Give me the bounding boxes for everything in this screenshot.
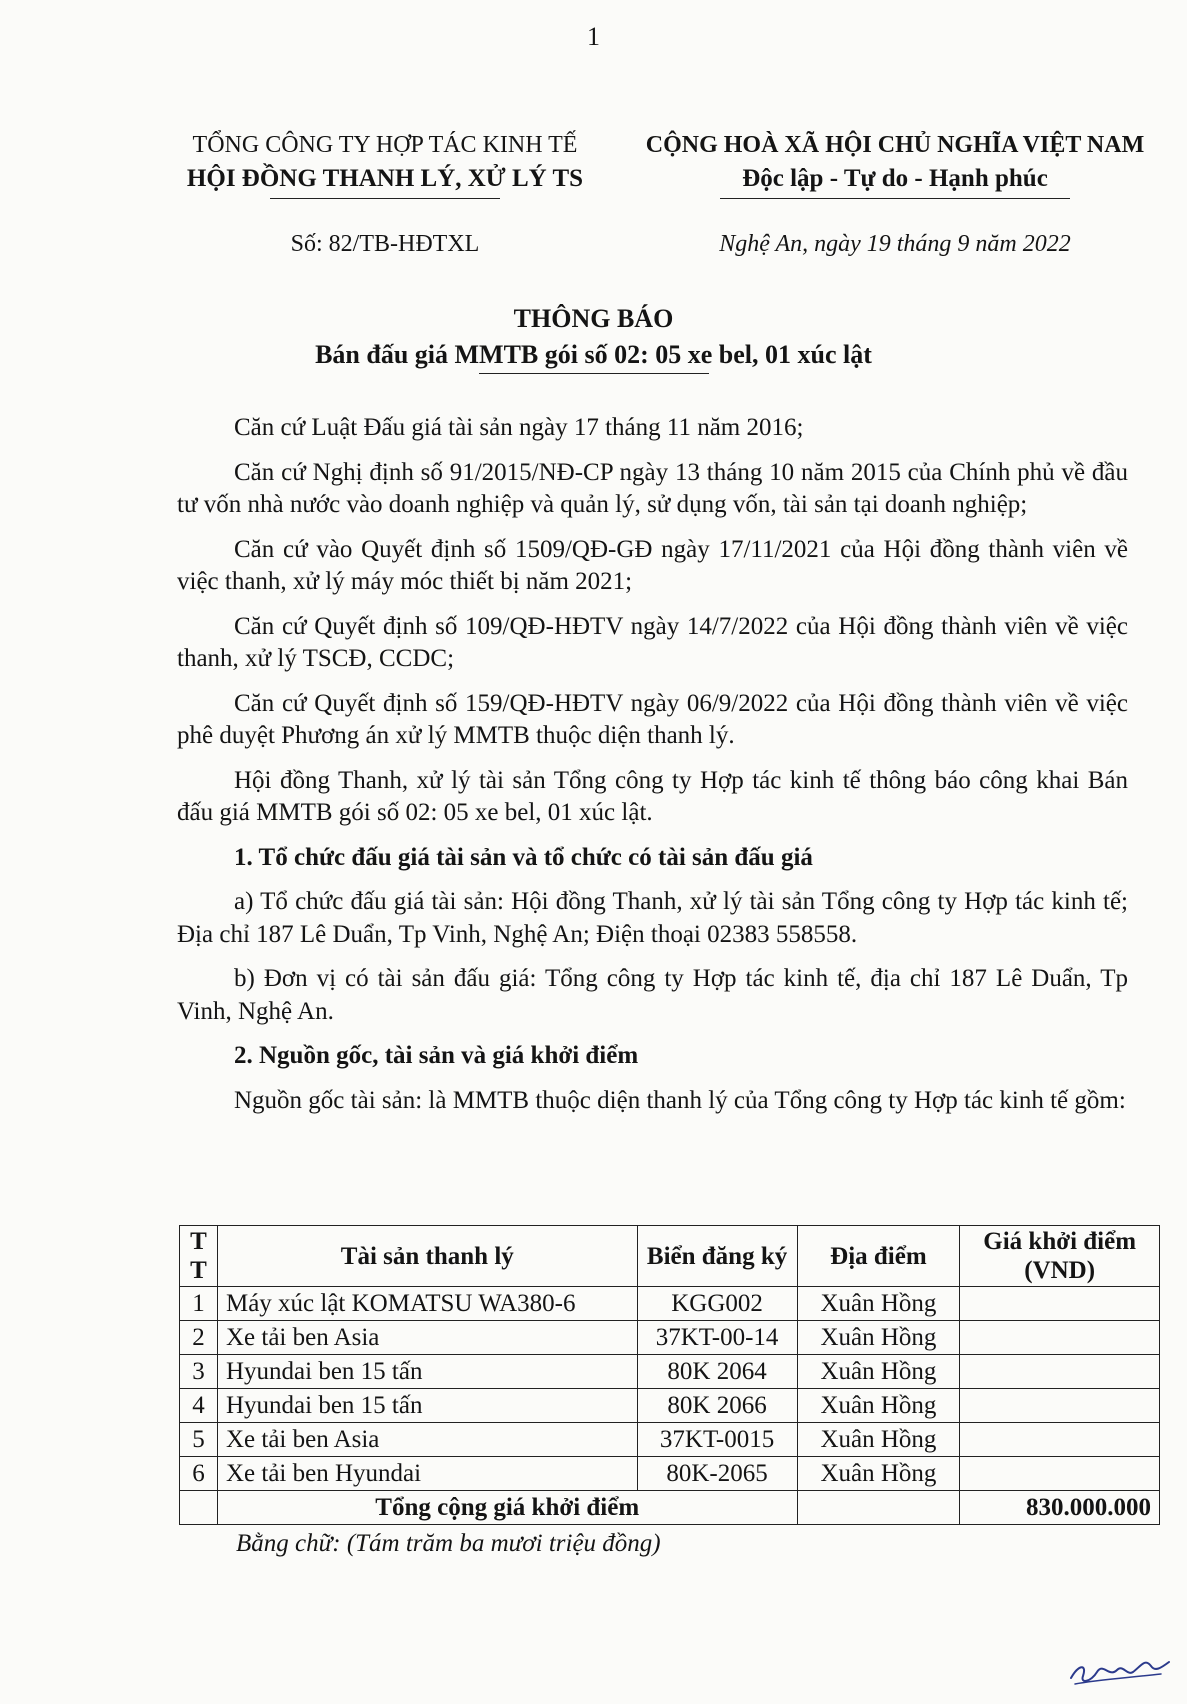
organization-underline — [270, 198, 500, 199]
subtitle-underline — [479, 373, 709, 374]
paragraph: Hội đồng Thanh, xử lý tài sản Tổng công ty Hợp tác kinh tế thông báo công khai Bán đấu giá MMTB gói số 02: 05 xe bel, 01 xúc lật. — [177, 766, 1128, 826]
asset-table — [179, 1225, 1160, 1525]
cell-asset: Xe tải ben Asia — [217, 1321, 637, 1355]
cell-tt — [180, 1491, 218, 1525]
national-header — [610, 128, 1180, 199]
paragraph: a) Tổ chức đấu giá tài sản: Hội đồng Thanh, xử lý tài sản Tổng công ty Hợp tác kinh tế; Địa chỉ 187 Lê Duẩn, Tp Vinh, Nghệ An; Điện thoại 02383 558558. — [177, 888, 1128, 948]
paragraph: Căn cứ Nghị định số 91/2015/NĐ-CP ngày 13 tháng 10 năm 2015 của Chính phủ về đầu tư vốn nhà nước vào doanh nghiệp và quản lý, sử dụng vốn, tài sản tại doanh nghiệp; — [177, 458, 1128, 518]
national-title: CỘNG HOÀ XÃ HỘI CHỦ NGHĨA VIỆT NAM — [645, 132, 1145, 158]
cell-location: Xuân Hồng — [797, 1423, 960, 1457]
amount-in-words: Bằng chữ: (Tám trăm ba mươi triệu đồng) — [236, 1530, 661, 1557]
table-row — [180, 1423, 1160, 1457]
cell-location: Xuân Hồng — [797, 1287, 960, 1321]
document-number: Số: 82/TB-HĐTXL — [290, 231, 480, 257]
paragraph: Căn cứ vào Quyết định số 1509/QĐ-GĐ ngày 17/11/2021 của Hội đồng thành viên về việc thanh, xử lý máy móc thiết bị năm 2021; — [177, 535, 1128, 595]
cell-price — [960, 1355, 1160, 1389]
section-heading: 1. Tổ chức đấu giá tài sản và tổ chức có tài sản đấu giá — [234, 843, 813, 871]
table-row — [180, 1355, 1160, 1389]
header-location: Địa điểm — [797, 1226, 960, 1287]
cell-location: Xuân Hồng — [797, 1389, 960, 1423]
cell-price — [960, 1457, 1160, 1491]
cell-location — [797, 1491, 960, 1525]
header-tt-line2: T — [190, 1257, 207, 1284]
paragraph: b) Đơn vị có tài sản đấu giá: Tổng công ty Hợp tác kinh tế, địa chỉ 187 Lê Duẩn, Tp Vinh, Nghệ An. — [177, 965, 1128, 1025]
paragraph: Nguồn gốc tài sản: là MMTB thuộc diện thanh lý của Tổng công ty Hợp tác kinh tế gồm: — [234, 1086, 1126, 1114]
subtitle-text: Bán đấu giá MMTB gói số 02: 05 xe bel, 01 xúc lật — [315, 340, 872, 369]
table-total-row — [180, 1491, 1160, 1525]
paragraph: Căn cứ Quyết định số 109/QĐ-HĐTV ngày 14/7/2022 của Hội đồng thành viên về việc thanh, xử lý TSCĐ, CCDC; — [177, 612, 1128, 672]
total-label: Tổng cộng giá khởi điểm — [217, 1491, 797, 1525]
header-tt-line1: T — [190, 1228, 207, 1255]
paragraph: Căn cứ Quyết định số 159/QĐ-HĐTV ngày 06/9/2022 của Hội đồng thành viên về việc phê duyệt Phương án xử lý MMTB thuộc diện thanh lý. — [177, 689, 1128, 749]
organization-header — [150, 128, 620, 199]
signature-initials — [1065, 1648, 1175, 1690]
header-tt — [180, 1226, 218, 1287]
place-date: Nghệ An, ngày 19 tháng 9 năm 2022 — [719, 231, 1071, 257]
page-number: 1 — [587, 22, 600, 51]
cell-asset: Hyundai ben 15 tấn — [217, 1389, 637, 1423]
cell-plate: KGG002 — [637, 1287, 797, 1321]
motto-underline — [720, 198, 1070, 199]
cell-plate: 80K 2066 — [637, 1389, 797, 1423]
cell-price — [960, 1423, 1160, 1457]
paragraph: Căn cứ Luật Đấu giá tài sản ngày 17 tháng 11 năm 2016; — [234, 414, 804, 441]
cell-plate: 80K 2064 — [637, 1355, 797, 1389]
cell-location: Xuân Hồng — [797, 1457, 960, 1491]
cell-tt: 2 — [180, 1321, 218, 1355]
cell-tt: 4 — [180, 1389, 218, 1423]
cell-tt: 3 — [180, 1355, 218, 1389]
cell-price — [960, 1321, 1160, 1355]
document-body — [177, 412, 1128, 1129]
cell-plate: 37KT-0015 — [637, 1423, 797, 1457]
cell-tt: 5 — [180, 1423, 218, 1457]
table-header-row — [180, 1226, 1160, 1287]
cell-asset: Máy xúc lật KOMATSU WA380-6 — [217, 1287, 637, 1321]
header-price: Giá khởi điểm (VND) — [960, 1226, 1160, 1287]
cell-location: Xuân Hồng — [797, 1355, 960, 1389]
cell-asset: Xe tải ben Asia — [217, 1423, 637, 1457]
organization-name: TỔNG CÔNG TY HỢP TÁC KINH TẾ — [192, 132, 578, 158]
document-subtitle — [0, 340, 1187, 374]
cell-tt: 1 — [180, 1287, 218, 1321]
table-row — [180, 1389, 1160, 1423]
table-row — [180, 1457, 1160, 1491]
cell-asset: Hyundai ben 15 tấn — [217, 1355, 637, 1389]
cell-asset: Xe tải ben Hyundai — [217, 1457, 637, 1491]
cell-plate: 80K-2065 — [637, 1457, 797, 1491]
council-name: HỘI ĐỒNG THANH LÝ, XỬ LÝ TS — [186, 165, 584, 192]
total-value: 830.000.000 — [960, 1491, 1160, 1525]
document-title: THÔNG BÁO — [513, 304, 674, 333]
cell-tt: 6 — [180, 1457, 218, 1491]
cell-price — [960, 1389, 1160, 1423]
national-motto: Độc lập - Tự do - Hạnh phúc — [742, 165, 1048, 192]
cell-location: Xuân Hồng — [797, 1321, 960, 1355]
header-asset: Tài sản thanh lý — [217, 1226, 637, 1287]
cell-plate: 37KT-00-14 — [637, 1321, 797, 1355]
section-heading: 2. Nguồn gốc, tài sản và giá khởi điểm — [234, 1042, 639, 1069]
table-row — [180, 1321, 1160, 1355]
table-row — [180, 1287, 1160, 1321]
cell-price — [960, 1287, 1160, 1321]
header-plate: Biển đăng ký — [637, 1226, 797, 1287]
